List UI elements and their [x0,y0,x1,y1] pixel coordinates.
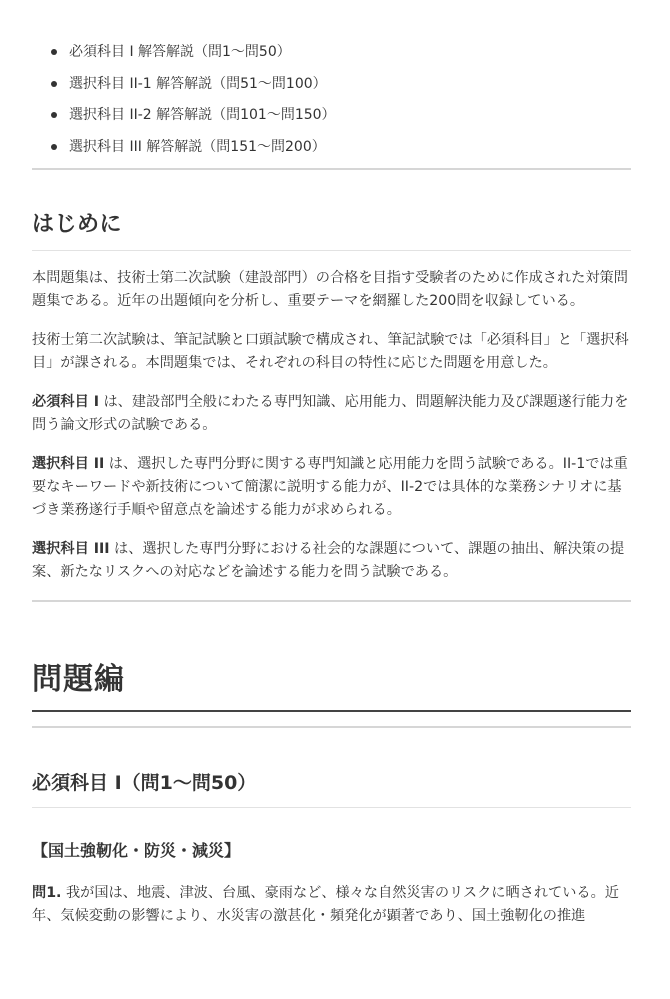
term-bold: 選択科目 III [32,541,110,557]
divider [32,168,631,170]
question-text: 我が国は、地震、津波、台風、豪雨など、様々な自然災害のリスクに晒されている。近年、気候変動の影響により、水災害の激甚化・頻発化が顕著であり、国土強靭化の推進 [32,885,619,924]
intro-paragraph [32,391,631,437]
intro-paragraph: 本問題集は、技術士第二次試験（建設部門）の合格を目指す受験者のために作成された対策問題集である。近年の出題傾向を分析し、重要テーマを網羅した200問を収録している。 [32,270,628,309]
toc-item[interactable]: 選択科目 II-2 解答解説（問101〜問150） [32,105,631,125]
question-number: 問1. [32,885,62,901]
paragraph-text: は、建設部門全般にわたる専門知識、応用能力、問題解決能力及び課題遂行能力を問う論文形式の試験である。 [32,394,629,433]
part-title-underline [32,710,631,712]
toc-item[interactable]: 選択科目 II-1 解答解説（問51〜問100） [32,74,631,94]
section-heading-intro: はじめに [32,212,123,237]
intro-paragraph [32,453,631,522]
heading-underline [32,250,631,251]
table-of-contents [32,0,631,157]
subject-heading: 必須科目 I（問1〜問50） [32,772,257,794]
intro-paragraph [32,538,631,584]
category-heading: 【国土強靭化・防災・減災】 [32,841,241,860]
intro-paragraph: 技術士第二次試験は、筆記試験と口頭試験で構成され、筆記試験では「必須科目」と「選択科目」が課される。本問題集では、それぞれの科目の特性に応じた問題を用意した。 [32,332,629,371]
divider [32,726,631,728]
part-title: 問題編 [32,662,125,697]
paragraph-text: は、選択した専門分野における社会的な課題について、課題の抽出、解決策の提案、新たなリスクへの対応などを論述する能力を問う試験である。 [32,541,625,580]
toc-item[interactable]: 必須科目 I 解答解説（問1〜問50） [32,42,631,62]
divider [32,600,631,602]
term-bold: 必須科目 I [32,394,99,410]
paragraph-text: は、選択した専門分野に関する専門知識と応用能力を問う試験である。II-1では重要なキーワードや新技術について簡潔に説明する能力が、II-2では具体的な業務シナリオに基づき業務遂行手順や留意点を論述する能力が求められる。 [32,456,628,518]
toc-item[interactable]: 選択科目 III 解答解説（問151〜問200） [32,137,631,157]
heading-underline [32,807,631,808]
question-paragraph [32,882,631,928]
term-bold: 選択科目 II [32,456,105,472]
